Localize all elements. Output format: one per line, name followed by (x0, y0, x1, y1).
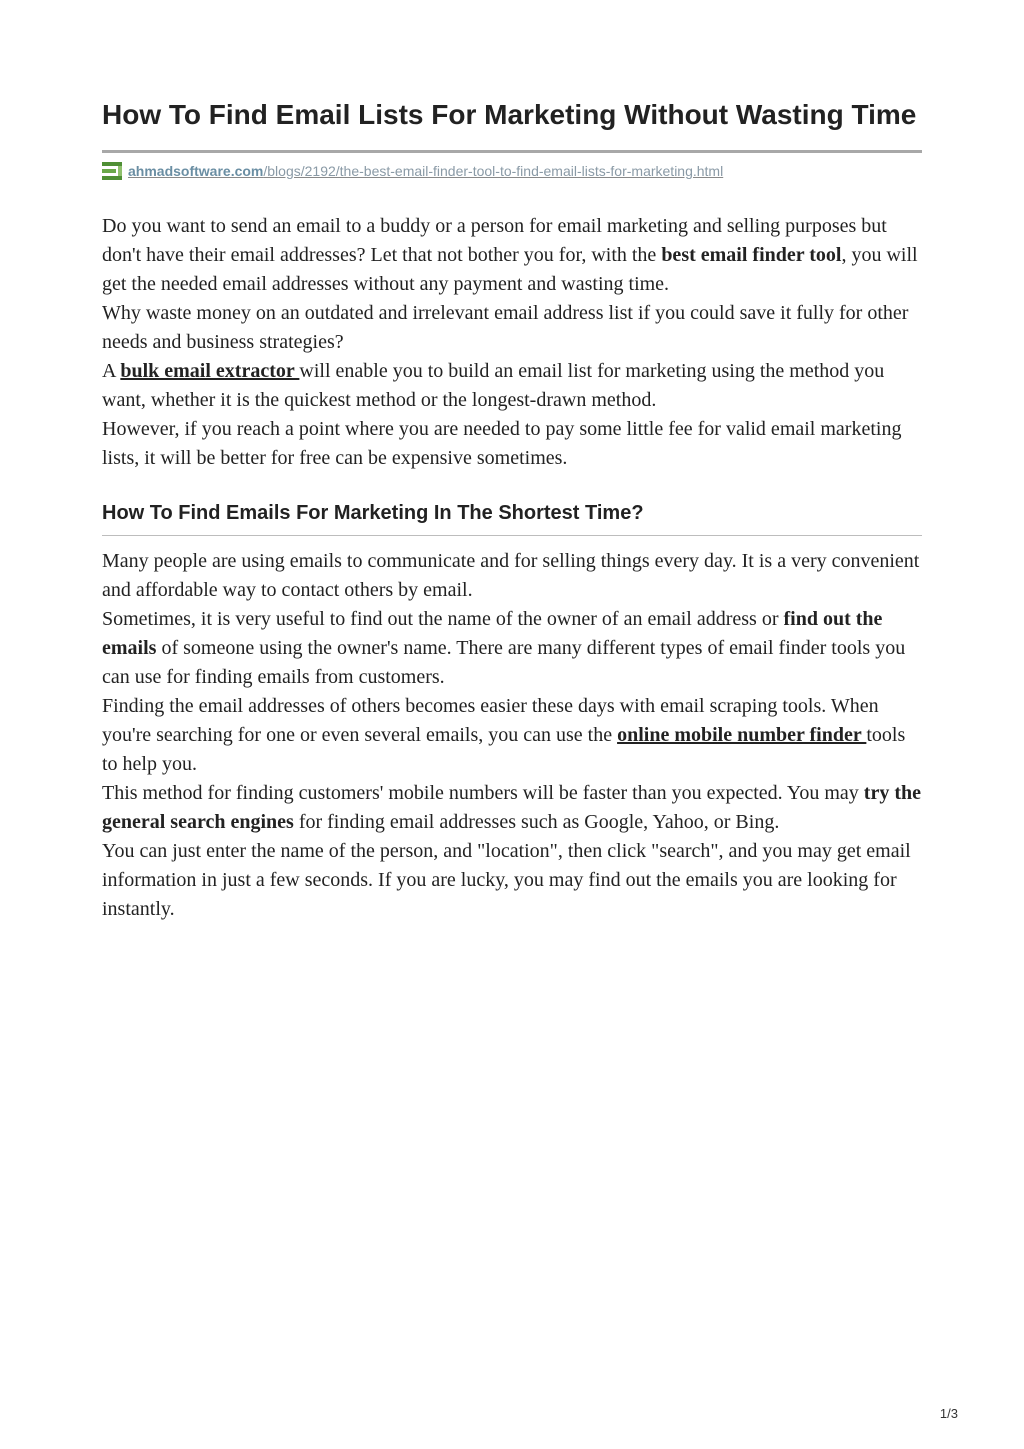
section-heading: How To Find Emails For Marketing In The Shortest Time? (102, 502, 644, 524)
source-domain: ahmadsoftware.com (128, 163, 264, 179)
text-run: , you will get the needed email addresses without any payment and wasting time. (102, 244, 918, 295)
title-divider (102, 150, 922, 153)
section-paragraph-1: Many people are using emails to communicate and for selling things every day. It is a very convenient and affordable way to contact others by email. (102, 550, 920, 601)
bold-phrase: find out the emails (102, 608, 883, 659)
intro-paragraph-3 (102, 357, 922, 415)
text-run: Do you want to send an email to a buddy or a person for email marketing and selling purposes but don't have their email addresses? Let that not bother you for, with the (102, 215, 887, 266)
section-body (102, 547, 922, 924)
source-link[interactable] (128, 162, 723, 180)
bold-phrase: try the general search engines (102, 782, 921, 833)
bulk-email-extractor-link[interactable]: bulk email extractor (120, 360, 300, 382)
article (102, 96, 922, 924)
bold-phrase: best email finder tool (661, 244, 842, 266)
site-favicon-icon (102, 161, 122, 181)
article-title: How To Find Email Lists For Marketing Without Wasting Time (102, 99, 917, 130)
page-number: 1/3 (939, 1406, 958, 1421)
text-run: This method for finding customers' mobile numbers will be faster than you expected. You may (102, 782, 864, 804)
intro-paragraph-2: Why waste money on an outdated and irrelevant email address list if you could save it fully for other needs and business strategies? (102, 302, 909, 353)
text-run: A (102, 360, 121, 382)
intro-paragraph-1 (102, 212, 922, 299)
intro-section (102, 212, 922, 473)
section-paragraph-5: You can just enter the name of the person, and "location", then click "search", and you may get email information in just a few seconds. If you are lucky, you may find out the emails you are looking for instantly. (102, 840, 911, 920)
text-run: Finding the email addresses of others becomes easier these days with email scraping tools. When you're searching for one or even several emails, you can use the (102, 695, 879, 746)
text-run: will enable you to build an email list for marketing using the method you want, whether it is the quickest method or the longest-drawn method. (102, 360, 885, 411)
section-divider (102, 535, 922, 536)
section-paragraph-4 (102, 779, 922, 837)
source-path: /blogs/2192/the-best-email-finder-tool-to-find-email-lists-for-marketing.html (263, 163, 724, 179)
text-run: of someone using the owner's name. There are many different types of email finder tools you can use for finding emails from customers. (102, 637, 906, 688)
text-run: Sometimes, it is very useful to find out the name of the owner of an email address or (102, 608, 784, 630)
intro-paragraph-4: However, if you reach a point where you are needed to pay some little fee for valid email marketing lists, it will be better for free can be expensive sometimes. (102, 418, 902, 469)
text-run: tools to help you. (102, 724, 906, 775)
section-paragraph-3 (102, 692, 922, 779)
text-run: for finding email addresses such as Google, Yahoo, or Bing. (293, 811, 780, 833)
online-mobile-number-finder-link[interactable]: online mobile number finder (617, 724, 867, 746)
section-paragraph-2 (102, 605, 922, 692)
source-line (102, 161, 922, 181)
